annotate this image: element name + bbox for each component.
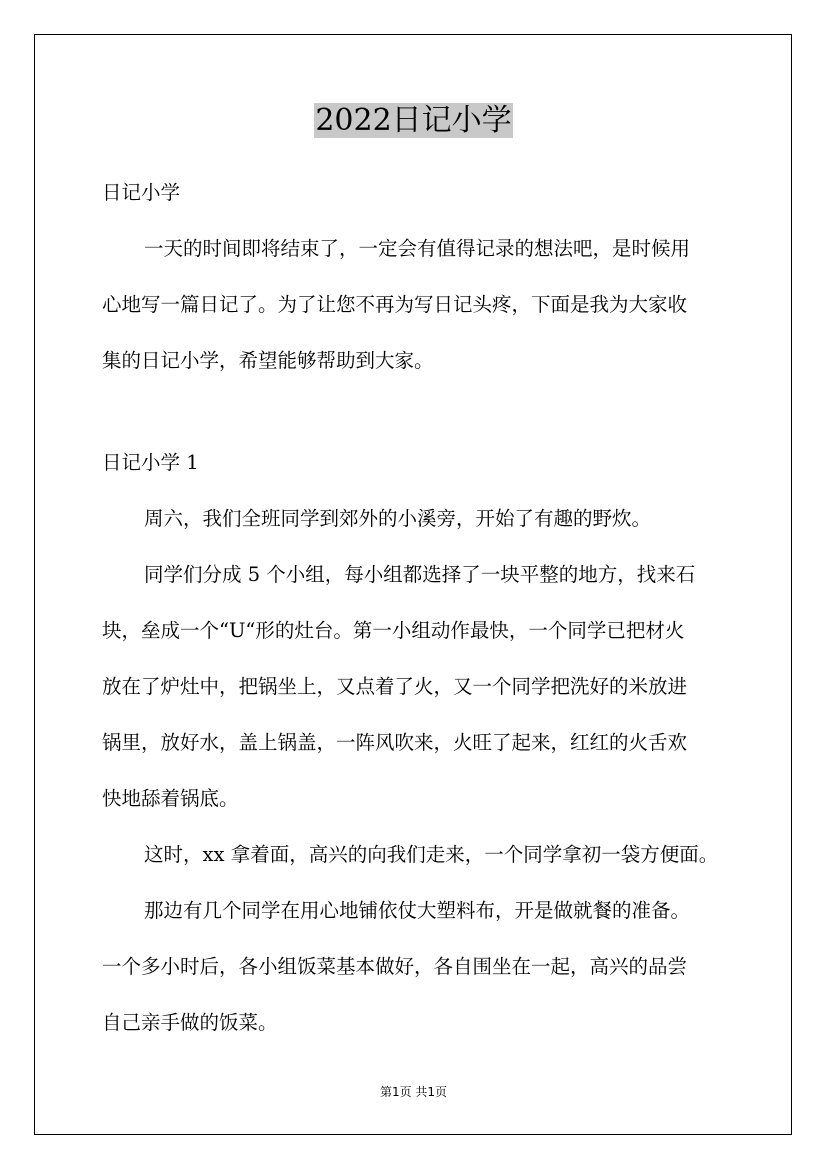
body-line-6: 快地舔着锅底。 — [102, 787, 239, 810]
body-line-1: 周六，我们全班同学到郊外的小溪旁，开始了有趣的野炊。 — [144, 507, 652, 530]
intro-line-3: 集的日记小学，希望能够帮助到大家。 — [102, 349, 434, 372]
body-line-2: 同学们分成 5 个小组，每小组都选择了一块平整的地方，找来石 — [144, 563, 696, 586]
body-line-8: 那边有几个同学在用心地铺依仗大塑料布，开是做就餐的准备。 — [144, 899, 691, 922]
body-line-3: 块，垒成一个“U“形的灶台。第一小组动作最快，一个同学已把材火 — [102, 619, 685, 642]
paragraph-gap — [102, 400, 732, 446]
body-line-7: 这时，xx 拿着面，高兴的向我们走来，一个同学拿初一袋方便面。 — [144, 843, 719, 866]
document-title-text: 2022日记小学 — [315, 103, 512, 138]
subtitle: 日记小学 — [102, 181, 181, 204]
body-line-4: 放在了炉灶中，把锅坐上，又点着了火，又一个同学把洗好的米放进 — [102, 675, 688, 698]
page-footer: 第1页 共1页 — [379, 1085, 448, 1099]
intro-line-2: 心地写一篇日记了。为了让您不再为写日记头疼，下面是我为大家收 — [102, 293, 688, 316]
body-line-9: 一个多小时后，各小组饭菜基本做好，各自围坐在一起，高兴的品尝 — [102, 955, 688, 978]
section-heading: 日记小学 1 — [102, 451, 199, 474]
intro-line-1: 一天的时间即将结束了，一定会有值得记录的想法吧，是时候用 — [144, 237, 691, 260]
body-line-10: 自己亲手做的饭菜。 — [102, 1011, 278, 1034]
document-body — [102, 176, 732, 1062]
body-line-5: 锅里，放好水，盖上锅盖，一阵风吹来，火旺了起来，红红的火舌欢 — [102, 731, 688, 754]
document-title — [0, 100, 827, 142]
